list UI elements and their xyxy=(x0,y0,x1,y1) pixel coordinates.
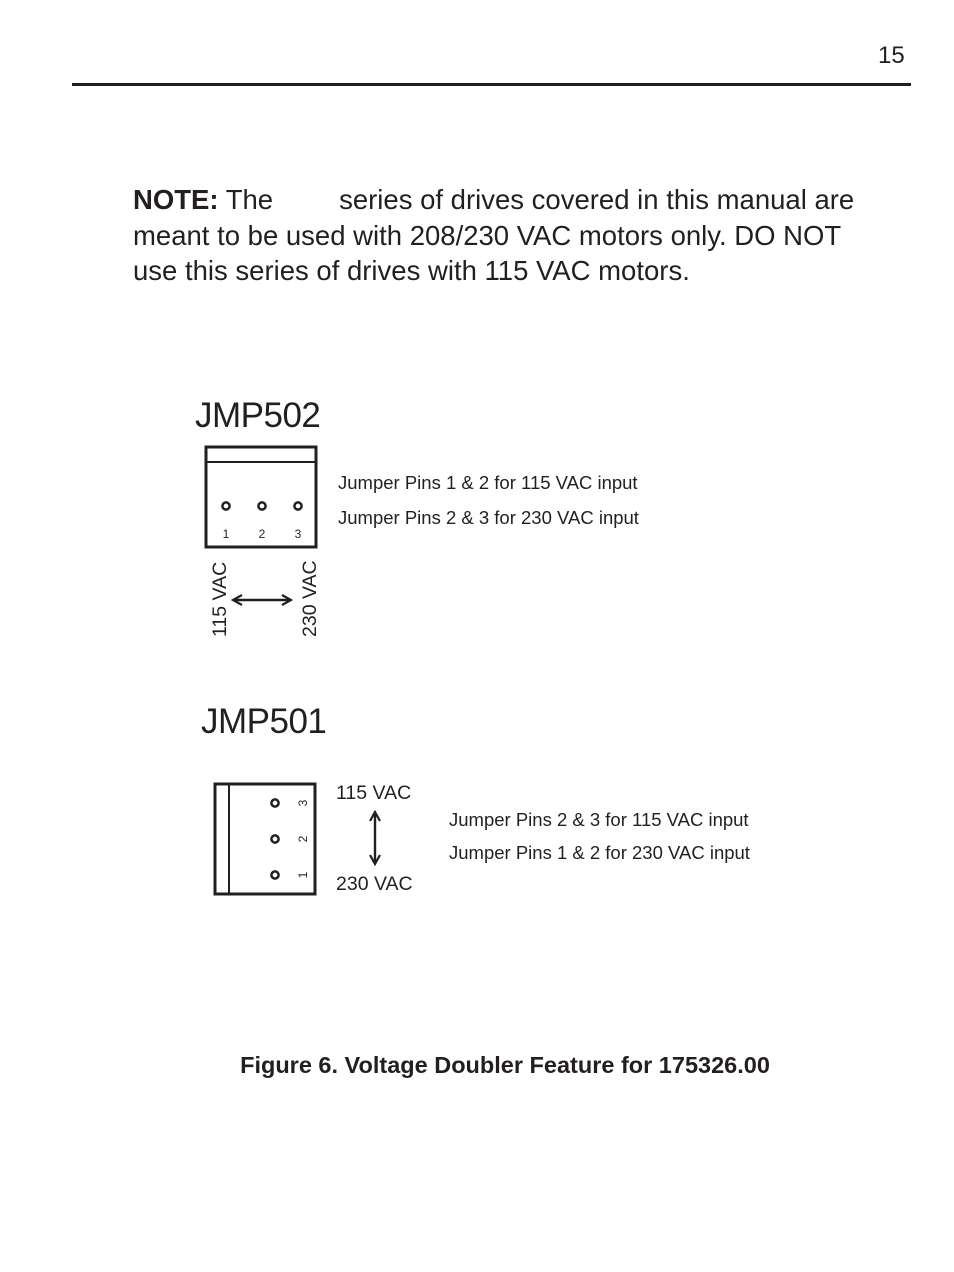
note-line2: meant to be used with 208/230 VAC motors only. DO NOT xyxy=(133,219,842,251)
jmp501-pin-3 xyxy=(271,799,278,806)
jmp501-pin-label: 1 xyxy=(296,871,310,879)
jmp502-pin-label: 1 xyxy=(222,527,230,541)
jmp502-pin-1 xyxy=(222,502,229,509)
jmp502-115vac-label: 115 VAC xyxy=(209,561,231,637)
jmp501-header-block xyxy=(215,784,315,894)
jmp501-pin-2 xyxy=(271,835,278,842)
jmp502-title: JMP502 xyxy=(195,396,321,435)
note-label: NOTE: xyxy=(133,184,219,215)
jmp501-pin-label: 3 xyxy=(296,799,310,807)
jmp502-header-block xyxy=(206,447,316,547)
jmp502-pin-label: 2 xyxy=(258,527,266,541)
jmp502-pin-3 xyxy=(294,502,301,509)
figure-caption: Figure 6. Voltage Doubler Feature for 175326.00 xyxy=(240,1052,770,1078)
jmp502-pin-2 xyxy=(258,502,265,509)
jmp501-115vac-label: 115 VAC xyxy=(336,782,412,804)
jmp502-230vac-label: 230 VAC xyxy=(299,560,321,637)
note-line1-pre: The xyxy=(225,184,274,215)
jmp501-instruction-2: Jumper Pins 1 & 2 for 230 VAC input xyxy=(449,842,750,863)
jmp502-pin-label: 3 xyxy=(294,527,302,541)
jmp501-title: JMP501 xyxy=(201,702,327,741)
note-line1-post: series of drives covered in this manual are xyxy=(339,184,855,215)
page-number: 15 xyxy=(878,42,905,69)
jmp501-pin-1 xyxy=(271,871,278,878)
jmp502-instruction-2: Jumper Pins 2 & 3 for 230 VAC input xyxy=(338,507,639,528)
jmp501-230vac-label: 230 VAC xyxy=(336,873,413,895)
jmp501-pin-label: 2 xyxy=(296,835,310,843)
note-line3: use this series of drives with 115 VAC motors. xyxy=(133,255,690,286)
jmp501-instruction-1: Jumper Pins 2 & 3 for 115 VAC input xyxy=(449,809,749,830)
jmp502-instruction-1: Jumper Pins 1 & 2 for 115 VAC input xyxy=(338,472,638,493)
